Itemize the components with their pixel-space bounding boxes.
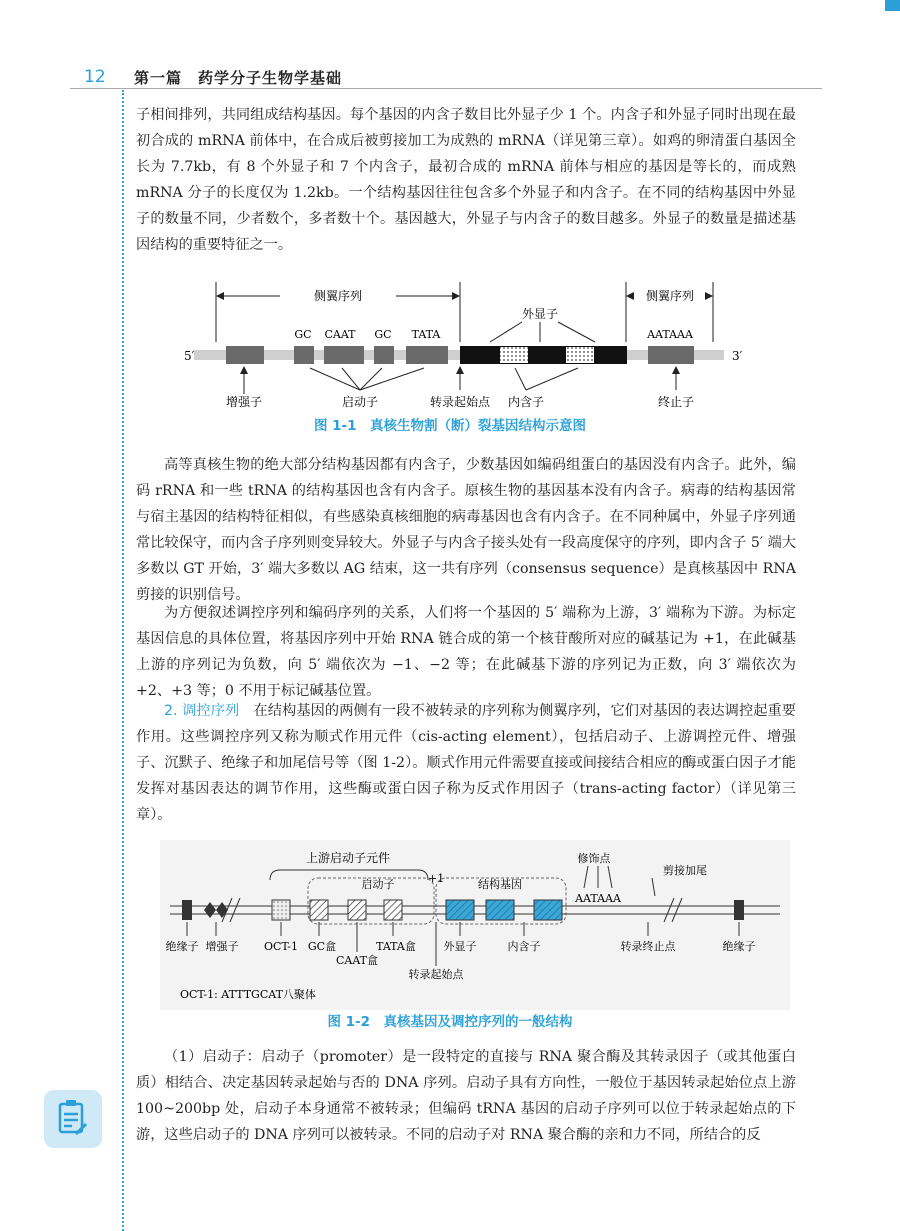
header-rule [70, 88, 822, 89]
five-prime-label: 5′ [184, 349, 195, 363]
oct1-block [272, 900, 290, 920]
exon-block-1 [446, 900, 474, 920]
section-heading: 2. 调控序列 [164, 703, 240, 719]
gene-body [460, 346, 627, 364]
corner-tab [885, 0, 900, 11]
aataaa-block [648, 346, 694, 364]
section-body: 在结构基因的两侧有一段不被转录的序列称为侧翼序列，它们对基因的表达调控起重要作用。这些调控序列又称为顺式作用元件（cis-acting element），包括启动子、上游调控元件、增强子、沉默子、绝缘子和加尾信号等（图 1-2）。顺式作用元件需要直接或间接结合相应的酶或蛋白因子才能发挥对基因表达的调节作用，这些酶或蛋白因子称为反式作用因子（trans-acting factor）（详见第三章）。 [136, 703, 796, 823]
caat-box-label: CAAT盒 [335, 954, 379, 967]
paragraph-2: 高等真核生物的绝大部分结构基因都有内含子，少数基因如编码组蛋白的基因没有内含子。此外，编码 rRNA 和一些 tRNA 的结构基因也含有内含子。原核生物的基因基本没有内含子。病毒的结构基因常与宿主基因的结构特征相似，有些感染真核细胞的病毒基因也含有内含子。在不同种属中，外显子序列通常比较保守，而内含子序列则变异较大。外显子与内含子接头处有一段高度保守的序列，即内含子 5′ 端大多数以 GT 开始，3′ 端大多数以 AG 结束，这一共有序列（consensus sequence）是真核基因中 RNA 剪接的识别信号。 [136, 457, 796, 603]
promoter-label: 启动子 [361, 878, 395, 891]
insulator-right-label: 绝缘子 [722, 940, 756, 953]
gc2-label: GC [374, 328, 392, 341]
flank-right-label: 侧翼序列 [645, 289, 695, 303]
figure-1-1 [170, 282, 750, 432]
exon-label: 外显子 [521, 307, 559, 321]
gc-box-label: GC盒 [307, 940, 337, 953]
insulator-left-label: 绝缘子 [165, 940, 199, 953]
tata-box-label: TATA盒 [376, 940, 416, 953]
caat-block [324, 346, 364, 364]
paragraph-5: （1）启动子：启动子（promoter）是一段特定的直接与 RNA 聚合酶及其转录因子（或其他蛋白质）相结合、决定基因转录起始与否的 DNA 序列。启动子具有方向性，一般位于基因转录起始位点上游 100~200bp 处，启动子本身通常不被转录；但编码 tRNA 基因的启动子序列可以位于转录起始点的下游，这些启动子的 DNA 序列可以被转录。不同的启动子对 RNA 聚合酶的亲和力不同，所结合的反 [136, 1049, 796, 1143]
running-head: 第一篇 药学分子生物学基础 [134, 69, 343, 87]
exon-label: 外显子 [443, 940, 477, 953]
terminator-label: 终止子 [657, 395, 695, 409]
figure-1-2 [160, 840, 790, 1010]
caat-label: CAAT [324, 328, 356, 341]
flank-left-label: 侧翼序列 [313, 289, 363, 303]
intron-block-2 [566, 347, 594, 363]
exon-block-3 [534, 900, 562, 920]
enhancer-label: 增强子 [205, 940, 239, 953]
figure-1-2-caption: 图 1-2 真核基因及调控序列的一般结构 [327, 1014, 573, 1030]
insulator-right-block [734, 900, 744, 920]
notes-pen-icon[interactable] [44, 1090, 102, 1148]
enhancer-label: 增强子 [225, 395, 263, 409]
enhancer-block [226, 346, 264, 364]
dna-strand [194, 350, 724, 360]
structural-gene-label: 结构基因 [478, 878, 522, 891]
paragraph-3: 为方便叙述调控序列和编码序列的关系，人们将一个基因的 5′ 端称为上游，3′ 端称为下游。为标定基因信息的具体位置，将基因序列中开始 RNA 链合成的第一个核苷酸所对应的碱基记为 +1，在此碱基上游的序列记为负数，向 5′ 端依次为 −1、−2 等；在此碱基下游的序列记为正数，向 3′ 端依次为 +2、+3 等；0 不用于标记碱基位置。 [136, 605, 796, 699]
splice-tail-label: 剪接加尾 [663, 864, 707, 877]
three-prime-label: 3′ [732, 349, 743, 363]
intron-label: 内含子 [507, 940, 541, 953]
caat-box-block [348, 900, 366, 920]
promoter-label: 启动子 [341, 395, 379, 409]
gc1-block [294, 346, 314, 364]
gc1-label: GC [294, 328, 312, 341]
upstream-label: 上游启动子元件 [305, 851, 391, 865]
oct1-label: OCT-1 [263, 940, 299, 953]
tata-block [406, 346, 448, 364]
intron-label: 内含子 [507, 395, 545, 409]
modification-label: 修饰点 [577, 852, 611, 865]
insulator-left-block [182, 900, 192, 920]
exon-block-2 [486, 900, 514, 920]
aataaa-label: AATAAA [575, 892, 621, 905]
gc-box-block [310, 900, 328, 920]
aataaa-label: AATAAA [647, 328, 693, 341]
paragraph-1: 子相间排列，共同组成结构基因。每个基因的内含子数目比外显子少 1 个。内含子和外显子同时出现在最初合成的 mRNA 前体中，在合成后被剪接加工为成熟的 mRNA（详见第三章）。如鸡的卵清蛋白基因全长为 7.7kb，有 8 个外显子和 7 个内含子，最初合成的 mRNA 前体与相应的基因是等长的，而成熟 mRNA 分子的长度仅为 1.2kb。一个结构基因往往包含多个外显子和内含子。在不同的结构基因中外显子的数量不同，少者数个，多者数十个。基因越大，外显子与内含子的数目越多。外显子的数量是描述基因结构的重要特征之一。 [136, 107, 796, 253]
tss-label: 转录起始点 [408, 968, 464, 981]
paragraph-4 [136, 698, 796, 828]
figure-1-1-caption: 图 1-1 真核生物割（断）裂基因结构示意图 [313, 418, 587, 434]
tata-box-block [384, 900, 402, 920]
tss-label: 转录起始点 [429, 395, 491, 409]
plus-one-label: +1 [428, 872, 445, 885]
page-number: 12 [84, 67, 106, 87]
tata-label: TATA [411, 328, 441, 341]
oct1-note: OCT-1: ATTTGCAT八聚体 [180, 988, 316, 1001]
gc2-block [374, 346, 394, 364]
intron-block-1 [500, 347, 528, 363]
margin-dotted-rule [122, 90, 124, 1231]
termination-label: 转录终止点 [620, 940, 676, 953]
